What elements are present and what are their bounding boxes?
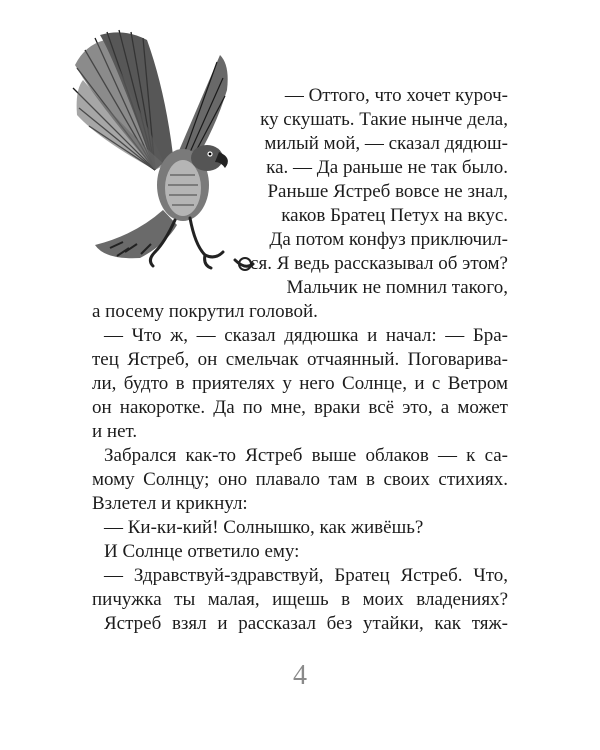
text-line: а посему покрутил головой. [92,301,318,322]
text-line: Взлетел и крикнул: [92,493,248,514]
text-line: — Оттого, что хочет куроч- [284,85,508,106]
text-line: мому Солнцу; оно плавало там в своих стихиях. [92,469,508,490]
text-line: ся. Я ведь рассказывал об этом? [250,253,508,274]
text-line: Да потом конфуз приключил- [269,229,508,250]
text-line: ли, будто в приятелях у него Солнце, и с Ветром [92,373,508,394]
text-line: — Здравствуй-здравствуй, Братец Ястреб. Что, [104,565,508,586]
text-line: Мальчик не помнил такого, [286,277,508,298]
text-line: и нет. [92,421,138,442]
text-line: пичужка ты малая, ищешь в моих владениях? [92,589,508,610]
text-line: он накоротке. Да по мне, враки всё это, а может [92,397,508,418]
text-line: Раньше Ястреб вовсе не знал, [267,181,508,202]
text-line: Ястреб взял и рассказал без утайки, как тяж- [104,613,508,634]
page-number: 4 [293,660,307,691]
text-line: ка. — Да раньше не так было. [266,157,508,178]
text-line: тец Ястреб, он смельчак отчаянный. Поговарива- [92,349,508,370]
text-line: ку скушать. Такие нынче дела, [260,109,508,130]
text-line: Забрался как-то Ястреб выше облаков — к са- [104,445,508,466]
text-line: — Ки-ки-кий! Солнышко, как живёшь? [104,517,424,538]
text-line: каков Братец Петух на вкус. [281,205,508,226]
text-line: — Что ж, — сказал дядюшка и начал: — Бра- [104,325,508,346]
text-line: милый мой, — сказал дядюш- [264,133,508,154]
hawk-illustration-icon [55,20,255,275]
text-line: И Солнце ответило ему: [104,541,300,562]
